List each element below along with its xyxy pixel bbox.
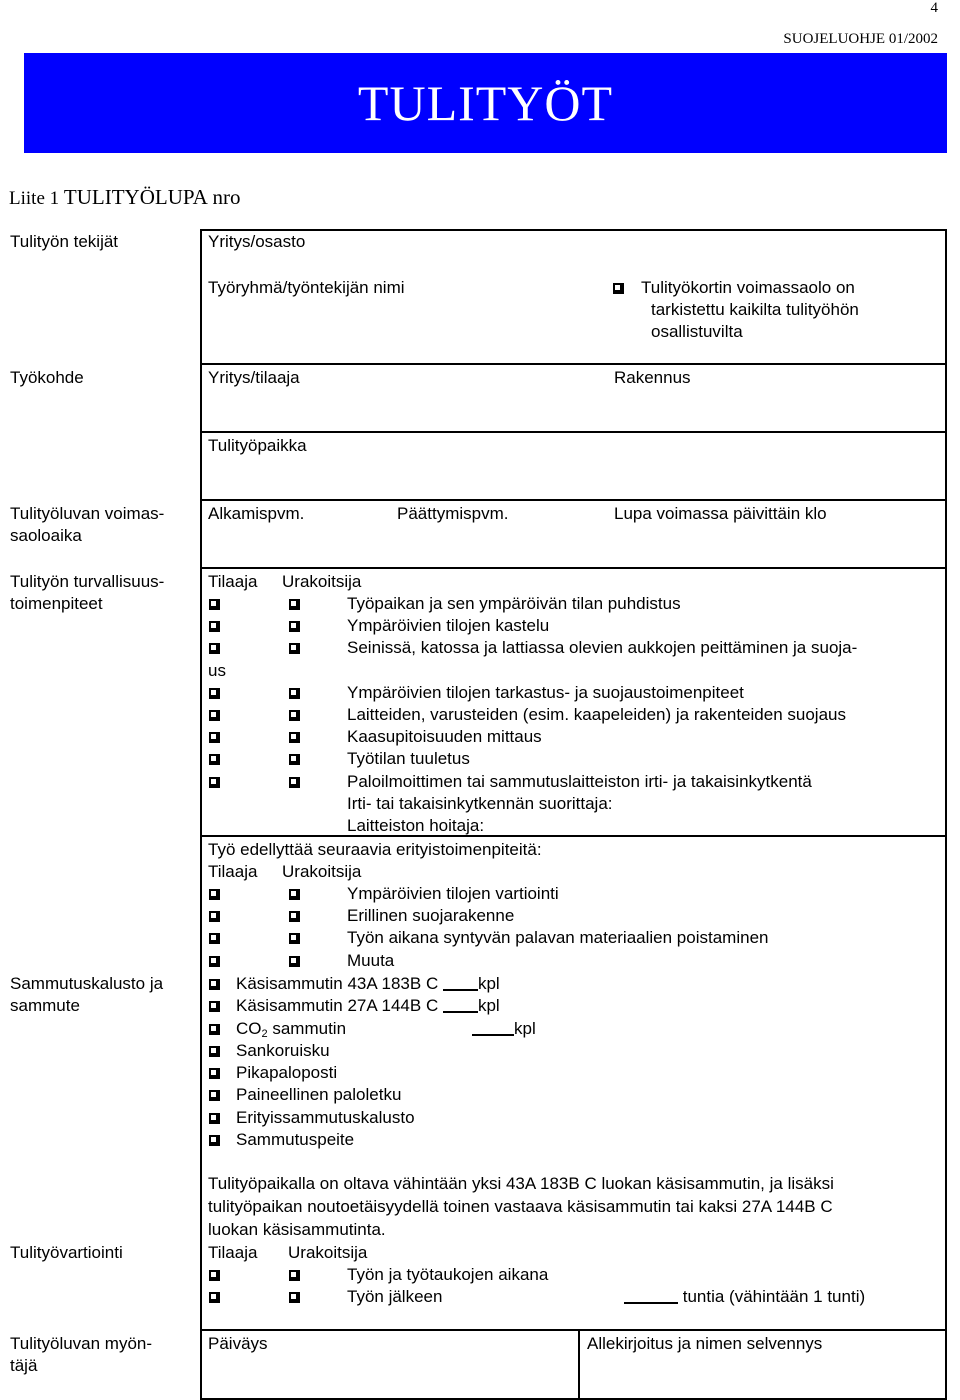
title-banner [24,53,947,153]
start-date-field[interactable]: Alkamispvm. [208,504,305,523]
column-contractor: Urakoitsija [282,572,362,591]
contractor-checkbox[interactable] [289,729,303,743]
client-checkbox[interactable] [209,640,223,654]
safety-item: Työpaikan ja sen ympäröivän tilan puhdistus [347,594,681,613]
daily-time-field[interactable]: Lupa voimassa päivittäin klo [614,504,827,523]
hours-blank[interactable] [624,1286,678,1304]
column-client: Tilaaja [208,1243,258,1262]
quantity-blank[interactable] [472,1018,514,1036]
contractor-checkbox[interactable] [289,751,303,765]
column-client: Tilaaja [208,572,258,591]
card-validity-line-2: tarkistettu kaikilta tulityöhön [651,300,859,319]
extinguisher-checkbox[interactable] [209,1021,223,1035]
extinguisher-item: Paineellinen paloletku [236,1085,402,1104]
watch-during-work: Työn ja työtaukojen aikana [347,1265,549,1284]
special-item: Työn aikana syntyvän palavan materiaalien poistaminen [347,928,769,947]
client-checkbox[interactable] [209,886,223,900]
client-checkbox[interactable] [209,930,223,944]
unit-label: kpl [514,1019,536,1038]
quantity-blank[interactable] [443,995,478,1013]
client-company-field[interactable]: Yritys/tilaaja [208,368,300,387]
subscript: 2 [261,1028,268,1040]
client-checkbox[interactable] [209,1267,223,1281]
extinguisher-item: Pikapaloposti [236,1063,338,1082]
extinguisher-name: Käsisammutin 43A 183B C [236,974,439,993]
extinguisher-checkbox[interactable] [209,1043,223,1057]
contractor-checkbox[interactable] [289,707,303,721]
document-code: SUOJELUOHJE 01/2002 [783,31,938,47]
extinguisher-checkbox[interactable] [209,976,223,990]
card-validity-checkbox[interactable] [613,280,627,294]
contractor-checkbox[interactable] [289,618,303,632]
extinguisher-item [236,973,500,995]
extinguish-label-1: Sammutuskalusto ja [10,974,164,993]
safety-item: Seinissä, katossa ja lattiassa olevien aukkojen peittäminen ja suoja- [347,638,858,657]
attachment-suffix: nro [212,185,241,209]
extinguisher-item [236,995,500,1017]
column-contractor: Urakoitsija [282,862,362,881]
extinguisher-name-rest: sammutin [267,1019,347,1038]
extinguish-label-2: sammute [10,996,80,1015]
fire-watch-label: Tulityövartiointi [10,1243,123,1262]
validity-label-1: Tulityöluvan voimas- [10,504,165,523]
extinguisher-name: Käsisammutin 27A 144B C [236,996,439,1015]
extinguisher-item: Sankoruisku [236,1041,330,1060]
extinguisher-checkbox[interactable] [209,1132,223,1146]
contractor-checkbox[interactable] [289,596,303,610]
card-validity-line-3: osallistuvilta [651,322,743,341]
end-date-field[interactable]: Päättymispvm. [397,504,509,523]
contractor-checkbox[interactable] [289,1289,303,1303]
hours-label: tuntia (vähintään 1 tunti) [682,1287,866,1306]
extinguisher-note-line-1: Tulityöpaikalla on oltava vähintään yksi 43A 183B C luokan käsisammutin, ja lisäksi [208,1174,834,1193]
client-checkbox[interactable] [209,618,223,632]
date-field[interactable]: Päiväys [208,1334,268,1353]
card-validity-line-1: Tulityökortin voimassaolo on [641,278,855,297]
watch-hours [624,1286,865,1308]
unit-label: kpl [477,974,500,993]
co2-quantity [472,1018,536,1040]
contractor-checkbox[interactable] [289,774,303,788]
contractor-checkbox[interactable] [289,908,303,922]
safety-item: Kaasupitoisuuden mittaus [347,727,542,746]
contractor-checkbox[interactable] [289,953,303,967]
disconnect-by-field[interactable]: Irti- tai takaisinkytkennän suorittaja: [347,794,613,813]
special-item: Muuta [347,951,395,970]
extinguisher-checkbox[interactable] [209,1110,223,1124]
extinguisher-note-line-3: luokan käsisammutinta. [208,1220,386,1239]
extinguisher-checkbox[interactable] [209,998,223,1012]
attachment-prefix: Liite 1 [9,188,60,209]
extinguisher-checkbox[interactable] [209,1065,223,1079]
client-checkbox[interactable] [209,908,223,922]
extinguisher-note-line-2: tulityöpaikan noutoetäisyydellä toinen vastaava käsisammutin tai kaksi 27A 144B C [208,1197,833,1216]
team-worker-name-field[interactable]: Työryhmä/työntekijän nimi [208,278,405,297]
company-department-field[interactable]: Yritys/osasto [208,232,306,251]
extinguisher-checkbox[interactable] [209,1087,223,1101]
page-title: TULITYÖT [357,75,614,131]
work-target-label: Työkohde [10,368,84,387]
safety-label-1: Tulityön turvallisuus- [10,572,165,591]
extinguisher-item: Sammutuspeite [236,1130,355,1149]
special-item: Erillinen suojarakenne [347,906,515,925]
safety-item: Ympäröivien tilojen tarkastus- ja suojaustoimenpiteet [347,683,744,702]
unit-label: kpl [477,996,500,1015]
attachment-heading [9,185,241,210]
validity-label-2: saoloaika [10,526,82,545]
extinguisher-item: Erityissammutuskalusto [236,1108,415,1127]
client-checkbox[interactable] [209,707,223,721]
client-checkbox[interactable] [209,729,223,743]
extinguisher-name: CO [236,1019,262,1038]
safety-item: Laitteiden, varusteiden (esim. kaapeleiden) ja rakenteiden suojaus [347,705,846,724]
watch-after-work: Työn jälkeen [347,1287,443,1306]
contractor-checkbox[interactable] [289,1267,303,1281]
grantor-label-2: täjä [10,1356,38,1375]
client-checkbox[interactable] [209,596,223,610]
workers-label: Tulityön tekijät [10,232,119,251]
client-checkbox[interactable] [209,1289,223,1303]
special-measures-heading: Työ edellyttää seuraavia erityistoimenpiteitä: [208,840,542,859]
column-contractor: Urakoitsija [288,1243,368,1262]
contractor-checkbox[interactable] [289,886,303,900]
signature-field[interactable]: Allekirjoitus ja nimen selvennys [587,1334,823,1353]
client-checkbox[interactable] [209,751,223,765]
client-checkbox[interactable] [209,774,223,788]
client-checkbox[interactable] [209,953,223,967]
special-item: Ympäröivien tilojen vartiointi [347,884,559,903]
safety-item-wrap: us [208,661,226,680]
safety-item: Ympäröivien tilojen kastelu [347,616,550,635]
attachment-title: TULITYÖLUPA [63,185,208,209]
safety-item: Työtilan tuuletus [347,749,470,768]
contractor-checkbox[interactable] [289,930,303,944]
page-number: 4 [930,0,938,16]
quantity-blank[interactable] [443,973,478,991]
safety-item: Paloilmoittimen tai sammutuslaitteiston irti- ja takaisinkytkentä [347,772,812,791]
contractor-checkbox[interactable] [289,685,303,699]
building-field[interactable]: Rakennus [614,368,691,387]
safety-label-2: toimenpiteet [10,594,103,613]
maintainer-field[interactable]: Laitteiston hoitaja: [347,816,485,835]
client-checkbox[interactable] [209,685,223,699]
grantor-label-1: Tulityöluvan myön- [10,1334,153,1353]
hot-work-place-field[interactable]: Tulityöpaikka [208,436,307,455]
column-client: Tilaaja [208,862,258,881]
contractor-checkbox[interactable] [289,640,303,654]
